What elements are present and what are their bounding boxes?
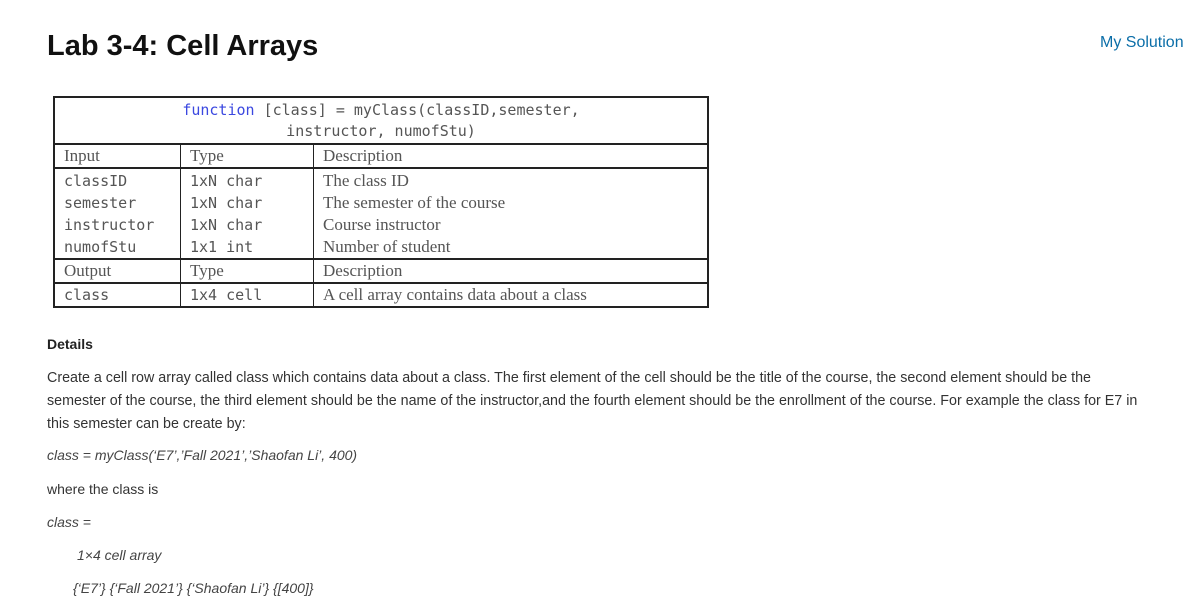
details-description: Create a cell row array called class which contains data about a class. The first element of the cell should be the title of the course, the second element should be the semester of the course, the third element should be the name of the instructor,and the fourth element should be the enrollment of the course. For example the class for E7 in this semester can be create by: — [47, 370, 1138, 432]
input-row — [54, 192, 708, 214]
output-row — [54, 283, 708, 307]
function-spec-table — [53, 96, 709, 308]
input-type: 1xN char — [181, 214, 314, 236]
output-header-row — [54, 259, 708, 283]
where-text: where the class is — [47, 481, 159, 497]
input-type: 1xN char — [181, 168, 314, 192]
my-solution-link[interactable]: My Solution — [1100, 34, 1184, 51]
signature-line-2: instructor, numofStu) — [286, 122, 476, 140]
input-name: numofStu — [54, 236, 181, 259]
signature-line-1: [class] = myClass(classID,semester, — [254, 101, 580, 119]
output-description: A cell array contains data about a class — [323, 285, 587, 304]
input-row — [54, 236, 708, 259]
input-header-description: Description — [314, 144, 709, 168]
input-row — [54, 168, 708, 192]
output-header-description: Description — [314, 259, 709, 283]
input-header-type: Type — [181, 144, 314, 168]
input-name: semester — [54, 192, 181, 214]
input-description: The class ID — [323, 171, 409, 190]
input-row — [54, 214, 708, 236]
output-header-type: Type — [181, 259, 314, 283]
cell-array-contents: {‘E7’} {‘Fall 2021’} {‘Shaofan Li’} {[400]} — [73, 580, 314, 596]
class-equals: class = — [47, 514, 91, 530]
details-heading: Details — [47, 336, 93, 352]
input-type: 1xN char — [181, 192, 314, 214]
input-name: classID — [54, 168, 181, 192]
input-description: The semester of the course — [323, 193, 506, 212]
input-type: 1x1 int — [181, 236, 314, 259]
input-description: Number of student — [323, 237, 451, 256]
output-header-name: Output — [54, 259, 181, 283]
cell-array-size: 1×4 cell array — [77, 547, 162, 563]
input-description: Course instructor — [323, 215, 441, 234]
example-call: class = myClass(‘E7’,’Fall 2021’,’Shaofan Li’, 400) — [47, 447, 358, 463]
output-name: class — [54, 283, 181, 307]
input-name: instructor — [54, 214, 181, 236]
input-header-name: Input — [54, 144, 181, 168]
function-signature — [54, 97, 708, 144]
input-header-row — [54, 144, 708, 168]
function-keyword: function — [182, 101, 255, 119]
page-title: Lab 3-4: Cell Arrays — [47, 30, 319, 62]
output-type: 1x4 cell — [181, 283, 314, 307]
